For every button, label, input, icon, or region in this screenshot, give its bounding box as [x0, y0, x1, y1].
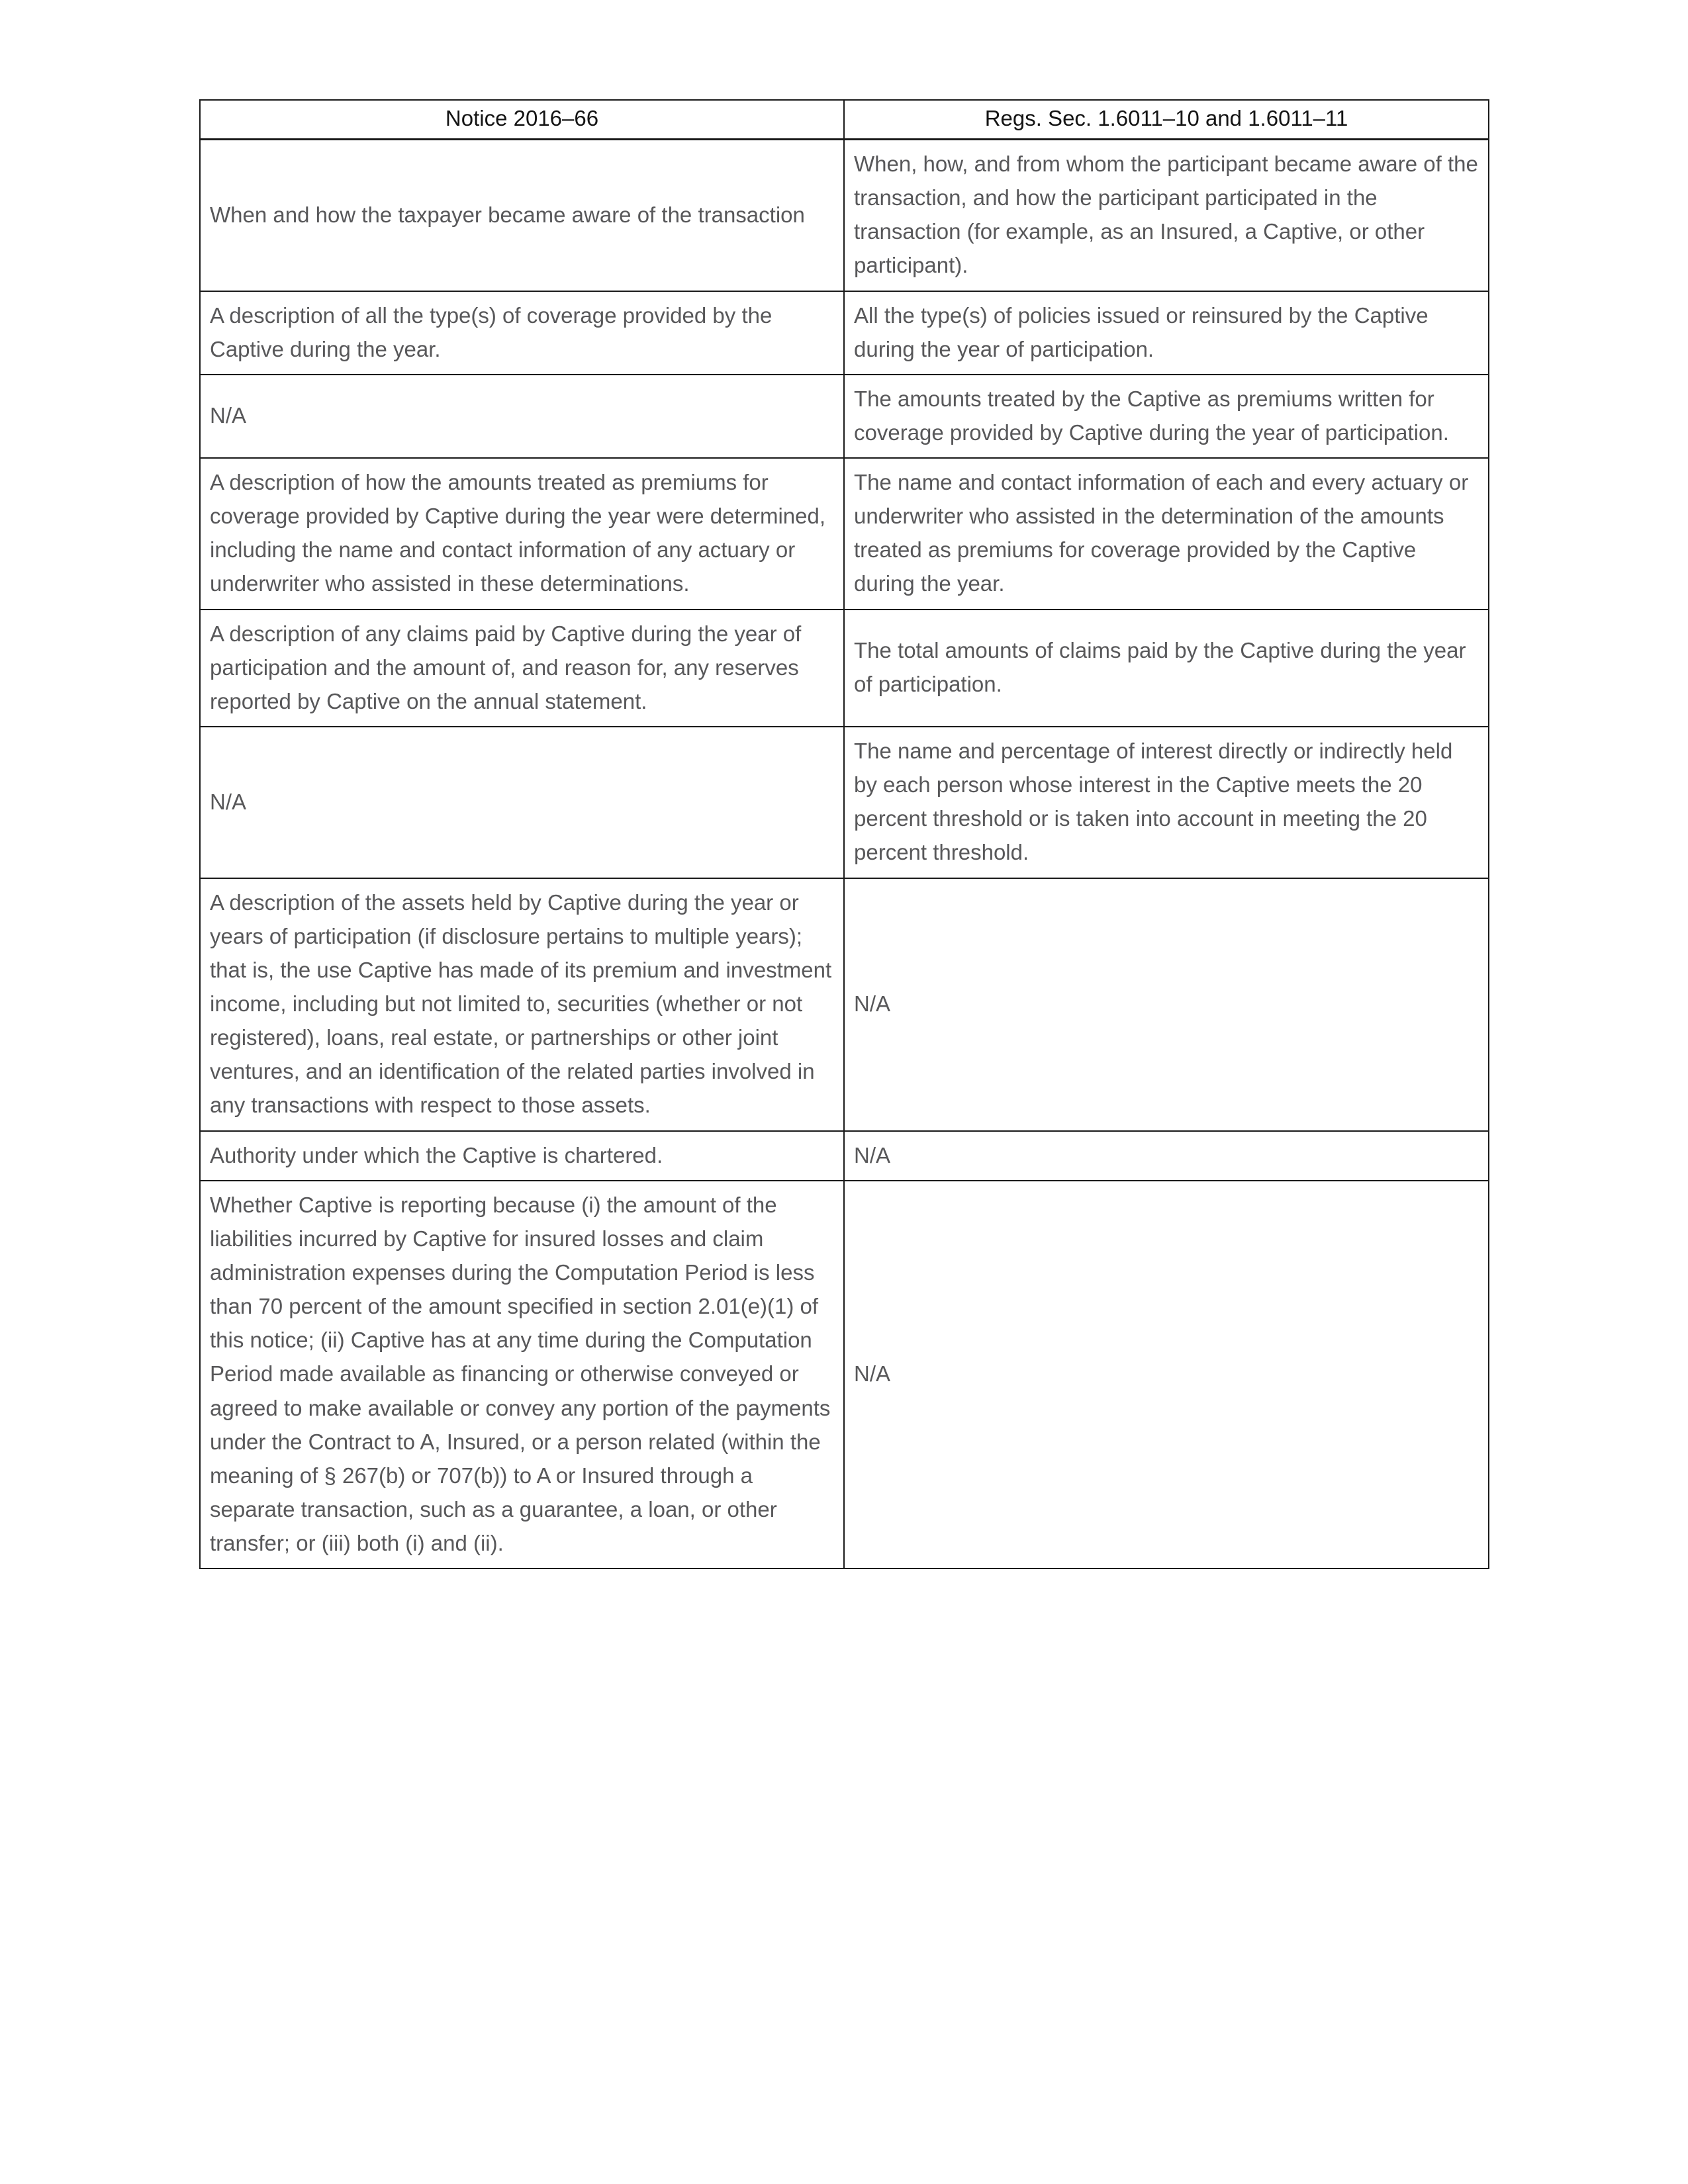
cell-regs: [844, 1131, 1489, 1181]
cell-regs: [844, 375, 1489, 458]
comparison-table-wrapper: [199, 99, 1488, 1569]
cell-notice: [200, 878, 844, 1131]
cell-text: N/A: [210, 403, 247, 428]
cell-text: When, how, and from whom the participant became aware of the transaction, and how the participant participated in the transaction (for example, as an Insured, a Captive, or other participant).: [854, 151, 1478, 278]
cell-text: A description of the assets held by Captive during the year or years of participation (if disclosure pertains to multiple years); that is, the use Captive has made of its premium and investment income, including but not limited to, securities (whether or not registered), loans, real estate, or partnerships or other joint ventures, and an identification of the related parties involved in any transactions with respect to those assets.: [210, 889, 832, 1118]
table-row: [200, 1131, 1489, 1181]
table-row: [200, 610, 1489, 727]
table-row: [200, 291, 1489, 375]
cell-notice: [200, 610, 844, 727]
cell-notice: [200, 458, 844, 610]
cell-notice: [200, 139, 844, 291]
cell-text: A description of how the amounts treated as premiums for coverage provided by Captive during the year were determined, including the name and contact information of any actuary or underwriter who assisted in these determinations.: [210, 470, 826, 596]
column-header-regs: Regs. Sec. 1.6011–10 and 1.6011–11: [844, 100, 1489, 139]
table-row: [200, 878, 1489, 1131]
cell-text: The total amounts of claims paid by the Captive during the year of participation.: [854, 638, 1466, 697]
cell-text: When and how the taxpayer became aware of the transaction: [210, 202, 805, 227]
cell-regs: [844, 610, 1489, 727]
cell-text: N/A: [854, 1142, 891, 1167]
cell-regs: [844, 878, 1489, 1131]
cell-text: N/A: [854, 1361, 891, 1387]
table-header: [200, 100, 1489, 139]
cell-text: Authority under which the Captive is chartered.: [210, 1142, 663, 1167]
cell-text: Whether Captive is reporting because (i) the amount of the liabilities incurred by Captive for insured losses and claim administration expenses during the Computation Period is less than 70 percent of the amount specified in section 2.01(e)(1) of this notice; (ii) Captive has at any time during the Computation Period made available as financing or otherwise conveyed or agreed to make available or convey any portion of the payments under the Contract to A, Insured, or a person related (within the meaning of § 267(b) or 707(b)) to A or Insured through a separate transaction, such as a guarantee, a loan, or other transfer; or (iii) both (i) and (ii).: [210, 1192, 831, 1556]
cell-text: The name and percentage of interest directly or indirectly held by each person whose interest in the Captive meets the 20 percent threshold or is taken into account in meeting the 20 percent threshold.: [854, 739, 1453, 865]
cell-text: A description of all the type(s) of coverage provided by the Captive during the year.: [210, 302, 773, 361]
cell-notice: [200, 727, 844, 878]
cell-notice: [200, 291, 844, 375]
cell-text: N/A: [210, 789, 247, 814]
table-row: [200, 1181, 1489, 1569]
table-header-row: [200, 100, 1489, 139]
table-body: [200, 139, 1489, 1569]
cell-notice: [200, 375, 844, 458]
cell-notice: [200, 1181, 844, 1569]
cell-regs: [844, 727, 1489, 878]
table-row: [200, 375, 1489, 458]
cell-text: N/A: [854, 991, 891, 1017]
cell-text: The name and contact information of each and every actuary or underwriter who assisted in the determination of the amounts treated as premiums for coverage provided by the Captive during the year.: [854, 470, 1469, 596]
cell-text: The amounts treated by the Captive as premiums written for coverage provided by Captive during the year of participation.: [854, 386, 1449, 445]
table-row: [200, 458, 1489, 610]
cell-regs: [844, 1181, 1489, 1569]
cell-regs: [844, 139, 1489, 291]
column-header-notice: Notice 2016–66: [200, 100, 844, 139]
cell-regs: [844, 291, 1489, 375]
comparison-table: [199, 99, 1489, 1569]
cell-text: All the type(s) of policies issued or reinsured by the Captive during the year of participation.: [854, 302, 1429, 361]
table-row: [200, 727, 1489, 878]
table-row: [200, 139, 1489, 291]
cell-text: A description of any claims paid by Captive during the year of participation and the amount of, and reason for, any reserves reported by Captive on the annual statement.: [210, 621, 802, 713]
cell-notice: [200, 1131, 844, 1181]
cell-regs: [844, 458, 1489, 610]
